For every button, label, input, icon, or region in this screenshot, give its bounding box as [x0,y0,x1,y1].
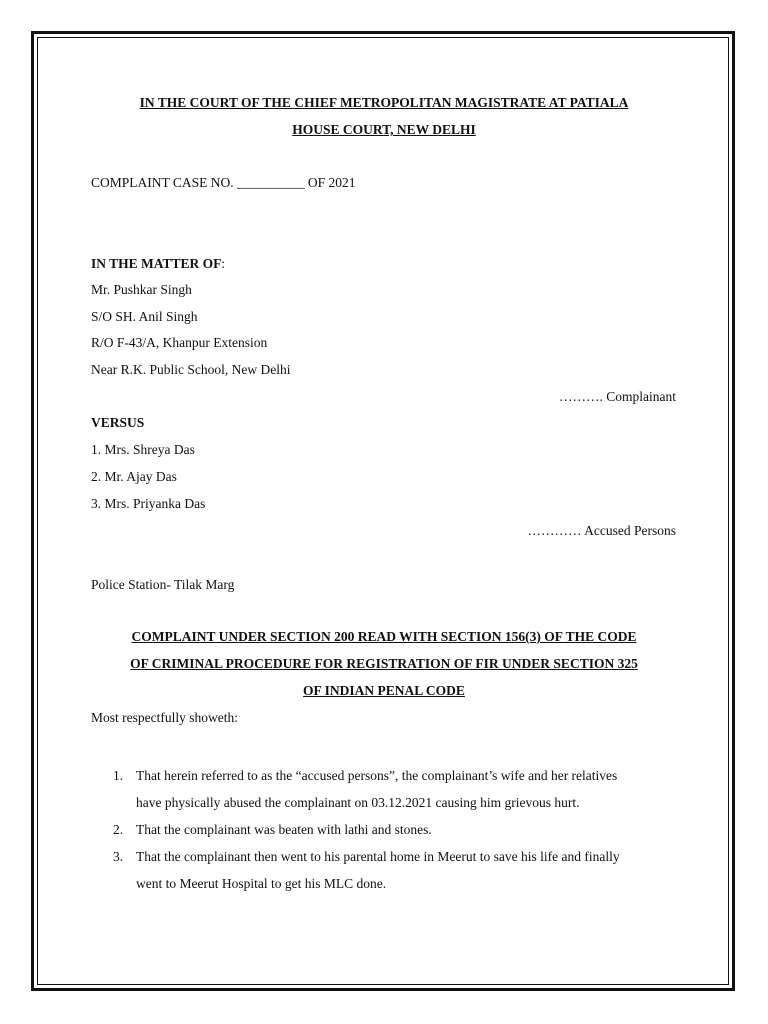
case-number: COMPLAINT CASE NO. __________ OF 2021 [91,175,356,190]
point-number: 1. [113,768,124,783]
point-line: That the complainant then went to his parental home in Meerut to save his life and finally [136,849,620,864]
point-line: have physically abused the complainant on 03.12.2021 causing him grievous hurt. [136,795,580,810]
point-number: 2. [113,822,124,837]
point-line: went to Meerut Hospital to get his MLC done. [136,876,387,891]
accused-line: 2. Mr. Ajay Das [91,469,177,484]
accused-line: 3. Mrs. Priyanka Das [91,496,206,511]
complaint-title-line-3: OF INDIAN PENAL CODE [303,683,465,698]
complainant-line: R/O F-43/A, Khanpur Extension [91,335,268,350]
accused-line: 1. Mrs. Shreya Das [91,442,195,457]
court-heading-line-1: IN THE COURT OF THE CHIEF METROPOLITAN MAGISTRATE AT PATIALA [139,95,629,110]
complainant-label: ………. Complainant [559,389,676,404]
court-heading-line-2: HOUSE COURT, NEW DELHI [292,122,476,137]
complainant-line: Near R.K. Public School, New Delhi [91,362,291,377]
accused-label: ………… Accused Persons [527,523,676,538]
complaint-title-line-1: COMPLAINT UNDER SECTION 200 READ WITH SECTION 156(3) OF THE CODE [131,629,637,644]
showeth-text: Most respectfully showeth: [91,710,238,725]
point-line: That herein referred to as the “accused persons”, the complainant’s wife and her relatives [136,768,618,783]
point-number: 3. [113,849,124,864]
matter-heading-text: IN THE MATTER OF [91,256,222,271]
complainant-line: Mr. Pushkar Singh [91,282,192,297]
point-line: That the complainant was beaten with lathi and stones. [136,822,432,837]
matter-heading [91,255,225,273]
police-station: Police Station- Tilak Marg [91,577,235,592]
matter-heading-colon: : [221,256,226,271]
complaint-title-line-2: OF CRIMINAL PROCEDURE FOR REGISTRATION OF FIR UNDER SECTION 325 [130,656,638,671]
versus-heading: VERSUS [91,415,145,430]
complainant-line: S/O SH. Anil Singh [91,309,198,324]
